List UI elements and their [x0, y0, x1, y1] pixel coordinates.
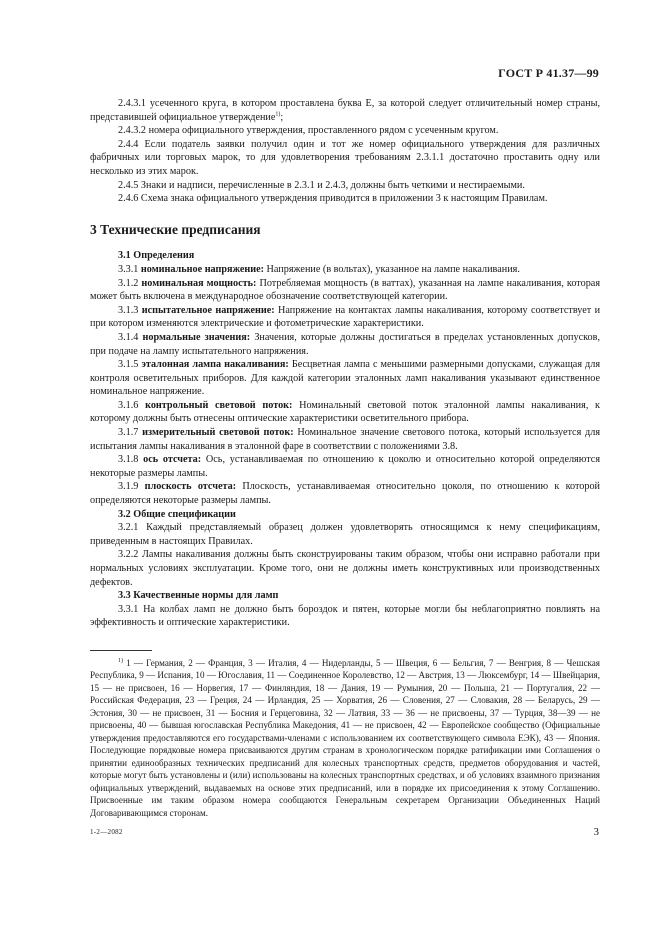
- definition-3-1-8: 3.1.8 ось отсчета: Ось, устанавливаемая по отношению к цоколю и относительно которой определяются некоторые размеры лампы.: [90, 454, 600, 479]
- subsection-3-2-title: 3.2 Общие спецификации: [118, 508, 236, 520]
- footnote-ref: 1): [275, 111, 281, 118]
- paragraph-3-3-1: 3.3.1 На колбах ламп не должно быть бороздок и пятен, которые могли бы неблагоприятно повлиять на эффективность и оптические характеристики.: [90, 603, 600, 629]
- section-3-title: 3 Технические предписания: [90, 221, 261, 237]
- term: номинальная мощность:: [141, 277, 257, 289]
- page-content: [90, 97, 600, 819]
- definition-3-3-1: 3.3.1 номинальное напряжение: Напряжение (в вольтах), указанное на лампе накаливания.: [118, 263, 520, 275]
- term: плоскость отсчета:: [144, 481, 237, 493]
- definition-3-1-6: 3.1.6 контрольный световой поток: Номинальный световой поток эталонной лампы накаливания, к которому должны быть отнесены оптические характеристики осветительного прибора.: [90, 399, 601, 425]
- paragraph-2-4-3-1: 2.4.3.1 усеченного круга, в котором проставлена буква Е, за которой следует отличительный номер страны, представившей официальное утверждение$^{1)}$;: [90, 98, 600, 123]
- term: эталонная лампа накаливания:: [141, 359, 289, 371]
- footnote-mark: 1): [118, 657, 123, 664]
- paragraph-2-4-6: 2.4.6 Схема знака официального утверждения приводится в приложении 3 к настоящим Правилам.: [118, 193, 548, 205]
- term: номинальное напряжение:: [140, 263, 264, 275]
- term: измерительный световой поток:: [142, 427, 294, 439]
- paragraph-3-2-2: 3.2.2 Лампы накаливания должны быть сконструированы таким образом, чтобы они исправно работали при нормальных условиях эксплуатации. Кроме того, они не должны иметь конструктивных или производственных дефектов.: [90, 549, 600, 588]
- paragraph-3-2-1: 3.2.1 Каждый представляемый образец должен удовлетворять относящимся к нему спецификациям, приведенным в настоящих Правилах.: [90, 522, 600, 547]
- term: испытательное напряжение:: [141, 304, 275, 316]
- document-id: ГОСТ Р 41.37—99: [498, 66, 599, 80]
- paragraph-2-4-4: 2.4.4 Если податель заявки получил один и тот же номер официального утверждения для различных фабричных или торговых марок, то для удовлетворения требованиям 2.3.1.1 достаточно проставить одну или несколько из этих марок.: [90, 138, 600, 177]
- term: ось отсчета:: [143, 454, 202, 466]
- definition-3-1-9: 3.1.9 плоскость отсчета: Плоскость, устанавливаемая относительно цоколя, по отношению к которой определяются некоторые размеры лампы.: [90, 481, 601, 507]
- paragraph-2-4-5: 2.4.5 Знаки и надписи, перечисленные в 2.3.1 и 2.4.3, должны быть четкими и нестираемыми.: [118, 179, 525, 191]
- subsection-3-3-title: 3.3 Качественные нормы для ламп: [118, 590, 279, 602]
- definition-3-1-5: 3.1.5 эталонная лампа накаливания: Бесцветная лампа с меньшими размерными допусками, служащая для контроля осветительных приборов. Для каждой категории эталонных ламп накаливания указывают единственное номинальное напряжение.: [90, 359, 601, 398]
- subsection-3-1-title: 3.1 Определения: [118, 250, 195, 262]
- term: контрольный световой поток:: [145, 399, 293, 411]
- page-number: 3: [593, 826, 599, 838]
- footnote: $^{1)}$ 1 — Германия, 2 — Франция, 3 — Италия, 4 — Нидерланды, 5 — Швеция, 6 — Бельгия, 7 — Венгрия, 8 — Чешская Республика, 9 — Испания, 10 — Югославия, 11 — Соединенное Королевство, 12 — Австрия, 13 — Люксембург, 14 — Швейцария, 15 — не присвоен, 16 — Норвегия, 17 — Финляндия, 18 — Дания, 19 — Румыния, 20 — Польша, 21 — Португалия, 22 — Российская Федерация, 23 — Греция, 24 — Ирландия, 25 — Хорватия, 26 — Словения, 27 — Словакия, 28 — Беларусь, 29 — Эстония, 30 — не присвоен, 31 — Босния и Герцеговина, 32 — Латвия, 33 — 36 — не присвоены, 37 — Турция, 38—39 — не присвоены, 40 — бывшая югославская Республика Македония, 41 — не присвоен, 42 — Европейское сообщество (Официальные утверждения предоставляются его государствами-членами с использованием их соответствующего символа ЕЭК), 43 — Япония. Последующие порядковые номера присваиваются другим странам в хронологическом порядке ратификации ими Соглашения о принятии единообразных технических предписаний для колесных транспортных средств, предметов оборудования и частей, которые могут быть установлены и (или) использованы на колесных транспортных средствах, и об условиях взаимного признания официальных утверждений, выдаваемых на основе этих предписаний, или в порядке их присоединения к этому Соглашению. Присвоенные им таким образом номера сообщаются Генеральным секретарем Организации Объединенных Наций Договаривающимся сторонам.: [90, 657, 600, 818]
- definition-3-1-3: 3.1.3 испытательное напряжение: Напряжение на контактах лампы накаливания, которому соответствует и при котором изменяются электрические и фотометрические характеристики.: [90, 304, 601, 330]
- definition-3-1-4: 3.1.4 нормальные значения: Значения, которые должны достигаться в пределах установленных допусков, при подаче на лампу испытательного напряжения.: [90, 331, 600, 357]
- paragraph-2-4-3-2: 2.4.3.2 номера официального утверждения, проставленного рядом с усеченным кругом.: [118, 125, 499, 137]
- term: нормальные значения:: [142, 331, 251, 343]
- definition-3-1-7: 3.1.7 измерительный световой поток: Номинальное значение светового потока, который используется для испытания лампы накаливания в эталонной фаре в соответствии с положениями 3.8.: [90, 427, 601, 452]
- definition-3-1-2: 3.1.2 номинальная мощность: Потребляемая мощность (в ваттах), указанная на лампе накаливания, которая может быть включена в международное обозначение соответствующей категории.: [90, 277, 601, 303]
- print-code: 1-2—2082: [90, 828, 123, 836]
- footnote-divider: [90, 650, 152, 651]
